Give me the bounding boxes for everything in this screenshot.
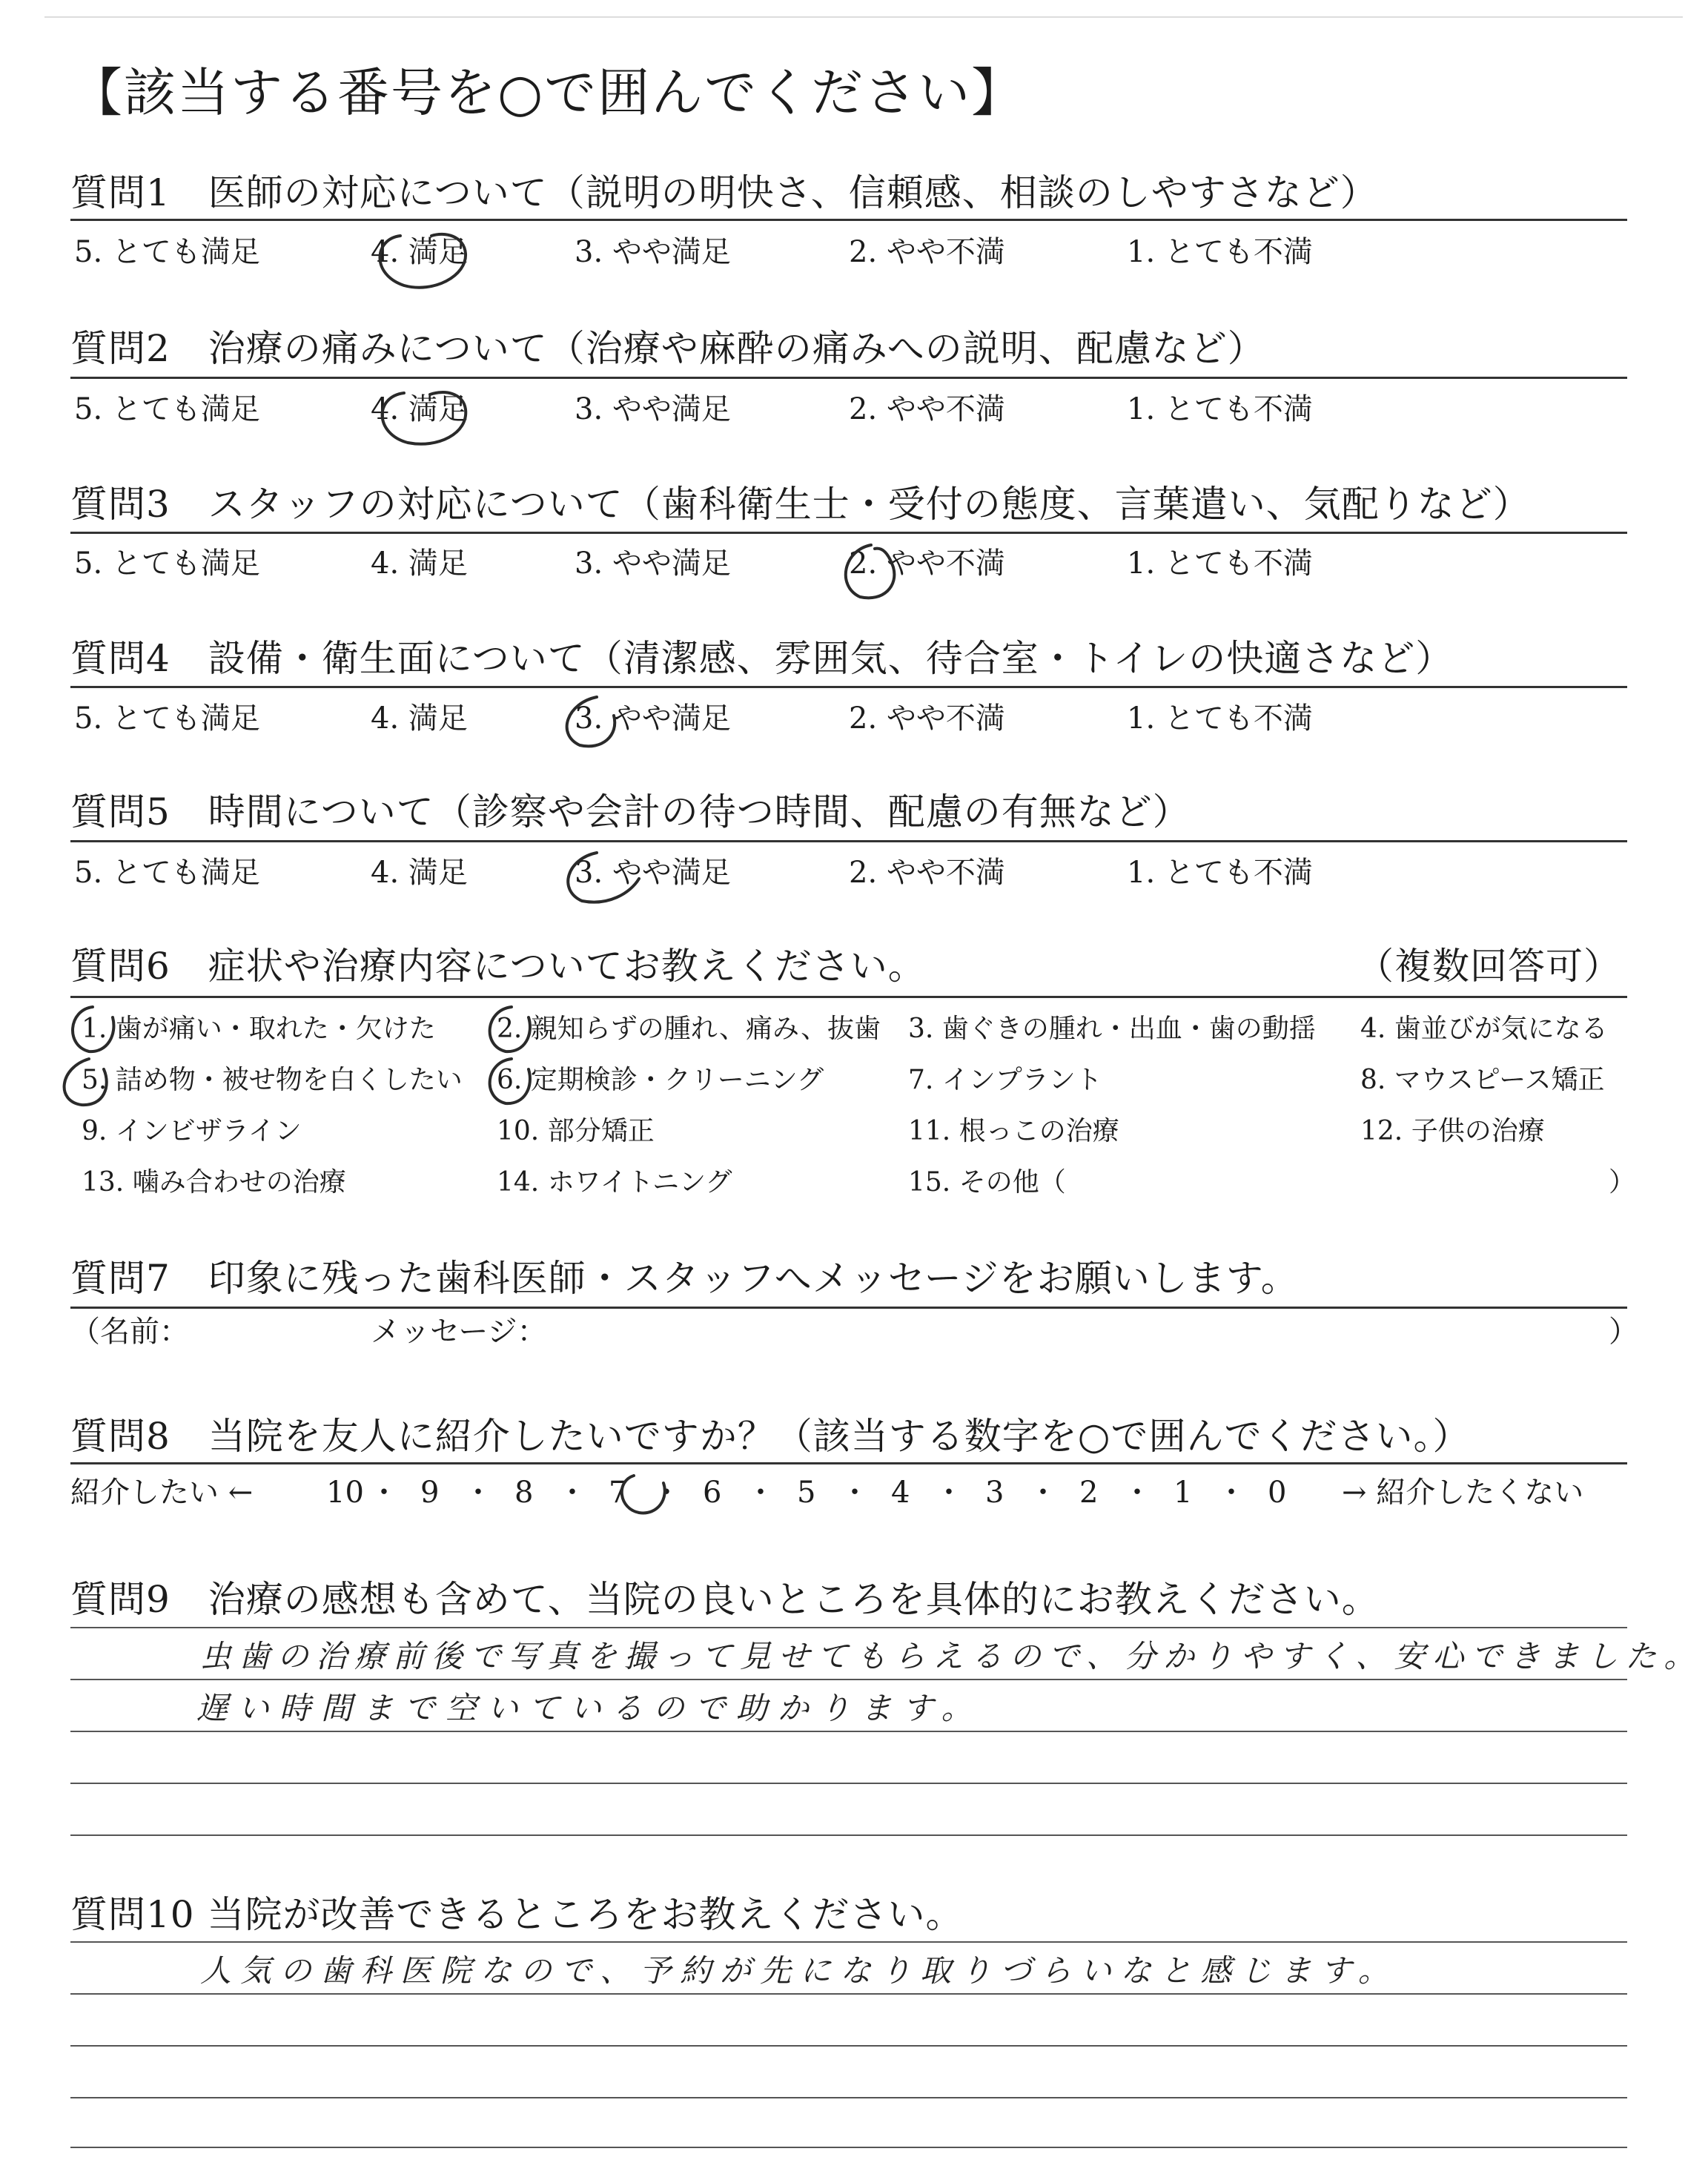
q6-option-14[interactable]: 14. ホワイトニング (497, 1167, 732, 1198)
recommend-left-label: 紹介したい ← (70, 1476, 254, 1510)
divider (70, 219, 1627, 221)
recommend-score-0[interactable]: 0 (1268, 1476, 1287, 1510)
writing-line (70, 1627, 1627, 1628)
writing-line (70, 1731, 1627, 1732)
q2-option-1[interactable]: 1. とても不満 (1127, 392, 1313, 426)
q2-option-3[interactable]: 3. やや満足 (575, 392, 731, 426)
divider (70, 996, 1627, 998)
q5-option-1[interactable]: 1. とても不満 (1127, 856, 1313, 890)
writing-line (70, 2045, 1627, 2047)
q2-option-4[interactable]: 4. 満足 (371, 392, 468, 426)
q5-option-2[interactable]: 2. やや不満 (849, 856, 1005, 890)
recommend-score-7[interactable]: 7 (609, 1476, 628, 1510)
recommend-score-3[interactable]: 3 (985, 1476, 1004, 1510)
q3-option-2[interactable]: 2. やや不満 (849, 546, 1005, 581)
q6-option-9[interactable]: 9. インビザライン (82, 1116, 302, 1146)
q9-answer-line-1: 虫歯の治療前後で写真を撮って見せてもらえるので、分かりやすく、安心できました。 (200, 1638, 1703, 1674)
name-label: （名前： (70, 1315, 189, 1349)
writing-line (70, 2097, 1627, 2098)
q6-option-2[interactable]: 2. 親知らずの腫れ、痛み、抜歯 (497, 1014, 881, 1044)
scale-separator: ・ (1122, 1476, 1152, 1510)
q10-answer-line-1: 人気の歯科医院なので、予約が先になり取りづらいなと感じます。 (200, 1952, 1398, 1989)
divider (70, 532, 1627, 534)
question-1-title: 質問1 医師の対応について（説明の明快さ、信頼感、相談のしやすさなど） (70, 171, 1378, 214)
recommend-score-5[interactable]: 5 (797, 1476, 816, 1510)
q1-option-2[interactable]: 2. やや不満 (849, 235, 1005, 269)
scale-separator: ・ (557, 1476, 587, 1510)
message-close-paren: ） (1609, 1315, 1638, 1349)
multiple-answer-note: （複数回答可） (1357, 945, 1621, 988)
scale-separator: ・ (463, 1476, 493, 1510)
question-7-title: 質問7 印象に残った歯科医師・スタッフへメッセージをお願いします。 (70, 1257, 1299, 1300)
divider (70, 1462, 1627, 1464)
question-2-title: 質問2 治療の痛みについて（治療や麻酔の痛みへの説明、配慮など） (70, 327, 1265, 370)
question-3-title: 質問3 スタッフの対応について（歯科衛生士・受付の態度、言葉遣い、気配りなど） (70, 483, 1531, 526)
recommend-score-1[interactable]: 1 (1174, 1476, 1193, 1510)
q6-option-10[interactable]: 10. 部分矯正 (497, 1116, 655, 1146)
recommend-score-10[interactable]: 10 (326, 1476, 364, 1510)
q4-option-2[interactable]: 2. やや不満 (849, 701, 1005, 736)
q4-option-4[interactable]: 4. 満足 (371, 701, 468, 736)
q4-option-5[interactable]: 5. とても満足 (74, 701, 260, 736)
message-label: メッセージ： (371, 1315, 547, 1349)
q4-option-1[interactable]: 1. とても不満 (1127, 701, 1313, 736)
divider (70, 686, 1627, 688)
recommend-score-8[interactable]: 8 (514, 1476, 534, 1510)
recommend-score-4[interactable]: 4 (891, 1476, 910, 1510)
q6-option-13[interactable]: 13. 噛み合わせの治療 (82, 1167, 346, 1198)
q3-option-5[interactable]: 5. とても満足 (74, 546, 260, 581)
recommend-right-label: → 紹介したくない (1342, 1476, 1584, 1510)
q6-option-6[interactable]: 6. 定期検診・クリーニング (497, 1065, 824, 1095)
q6-option-3[interactable]: 3. 歯ぐきの腫れ・出血・歯の動揺 (908, 1014, 1316, 1044)
writing-line (70, 1941, 1627, 1943)
q6-option-15[interactable]: 15. その他（ (908, 1167, 1066, 1198)
q1-option-1[interactable]: 1. とても不満 (1127, 235, 1313, 269)
writing-line (70, 1679, 1627, 1680)
writing-line (70, 1993, 1627, 1995)
scale-separator: ・ (746, 1476, 775, 1510)
scale-separator: ・ (1028, 1476, 1058, 1510)
scale-separator: ・ (840, 1476, 870, 1510)
q3-option-4[interactable]: 4. 満足 (371, 546, 468, 581)
q1-option-5[interactable]: 5. とても満足 (74, 235, 260, 269)
divider (70, 1307, 1627, 1309)
scan-edge (44, 16, 1683, 18)
divider (70, 377, 1627, 379)
q6-option-5[interactable]: 5. 詰め物・被せ物を白くしたい (82, 1065, 463, 1095)
question-9-title: 質問9 治療の感想も含めて、当院の良いところを具体的にお教えください。 (70, 1578, 1380, 1621)
q6-option-1[interactable]: 1. 歯が痛い・取れた・欠けた (82, 1014, 436, 1044)
question-8-title: 質問8 当院を友人に紹介したいですか？（該当する数字を○で囲んでください。） (70, 1415, 1471, 1458)
q3-option-3[interactable]: 3. やや満足 (575, 546, 731, 581)
writing-line (70, 1783, 1627, 1784)
scale-separator: ・ (934, 1476, 964, 1510)
scale-separator: ・ (369, 1476, 399, 1510)
writing-line (70, 2147, 1627, 2148)
question-5-title: 質問5 時間について（診察や会計の待つ時間、配慮の有無など） (70, 790, 1191, 833)
recommend-score-6[interactable]: 6 (703, 1476, 722, 1510)
scale-separator: ・ (652, 1476, 681, 1510)
question-10-title: 質問10 当院が改善できるところをお教えください。 (70, 1893, 964, 1936)
q6-option-12[interactable]: 12. 子供の治療 (1360, 1116, 1545, 1146)
divider (70, 840, 1627, 842)
q1-option-3[interactable]: 3. やや満足 (575, 235, 731, 269)
q6-other-close-paren: ） (1609, 1167, 1636, 1198)
question-6-title: 質問6 症状や治療内容についてお教えください。 (70, 945, 926, 988)
q6-option-8[interactable]: 8. マウスピース矯正 (1360, 1065, 1605, 1095)
q5-option-3[interactable]: 3. やや満足 (575, 856, 731, 890)
q4-option-3[interactable]: 3. やや満足 (575, 701, 731, 736)
q6-option-11[interactable]: 11. 根っこの治療 (908, 1116, 1119, 1146)
recommend-score-9[interactable]: 9 (420, 1476, 440, 1510)
question-4-title: 質問4 設備・衛生面について（清潔感、雰囲気、待合室・トイレの快適さなど） (70, 637, 1454, 680)
q5-option-4[interactable]: 4. 満足 (371, 856, 468, 890)
scale-separator: ・ (1217, 1476, 1246, 1510)
q2-option-5[interactable]: 5. とても満足 (74, 392, 260, 426)
q6-option-7[interactable]: 7. インプラント (908, 1065, 1102, 1095)
q3-option-1[interactable]: 1. とても不満 (1127, 546, 1313, 581)
q6-option-4[interactable]: 4. 歯並びが気になる (1360, 1014, 1608, 1044)
q5-option-5[interactable]: 5. とても満足 (74, 856, 260, 890)
q2-option-2[interactable]: 2. やや不満 (849, 392, 1005, 426)
q1-option-4[interactable]: 4. 満足 (371, 235, 468, 269)
writing-line (70, 1834, 1627, 1836)
page-heading: 【該当する番号を○で囲んでください】 (70, 62, 1025, 123)
q9-answer-line-2: 遅い時間まで空いているので助かります。 (196, 1690, 983, 1726)
recommend-score-2[interactable]: 2 (1079, 1476, 1099, 1510)
